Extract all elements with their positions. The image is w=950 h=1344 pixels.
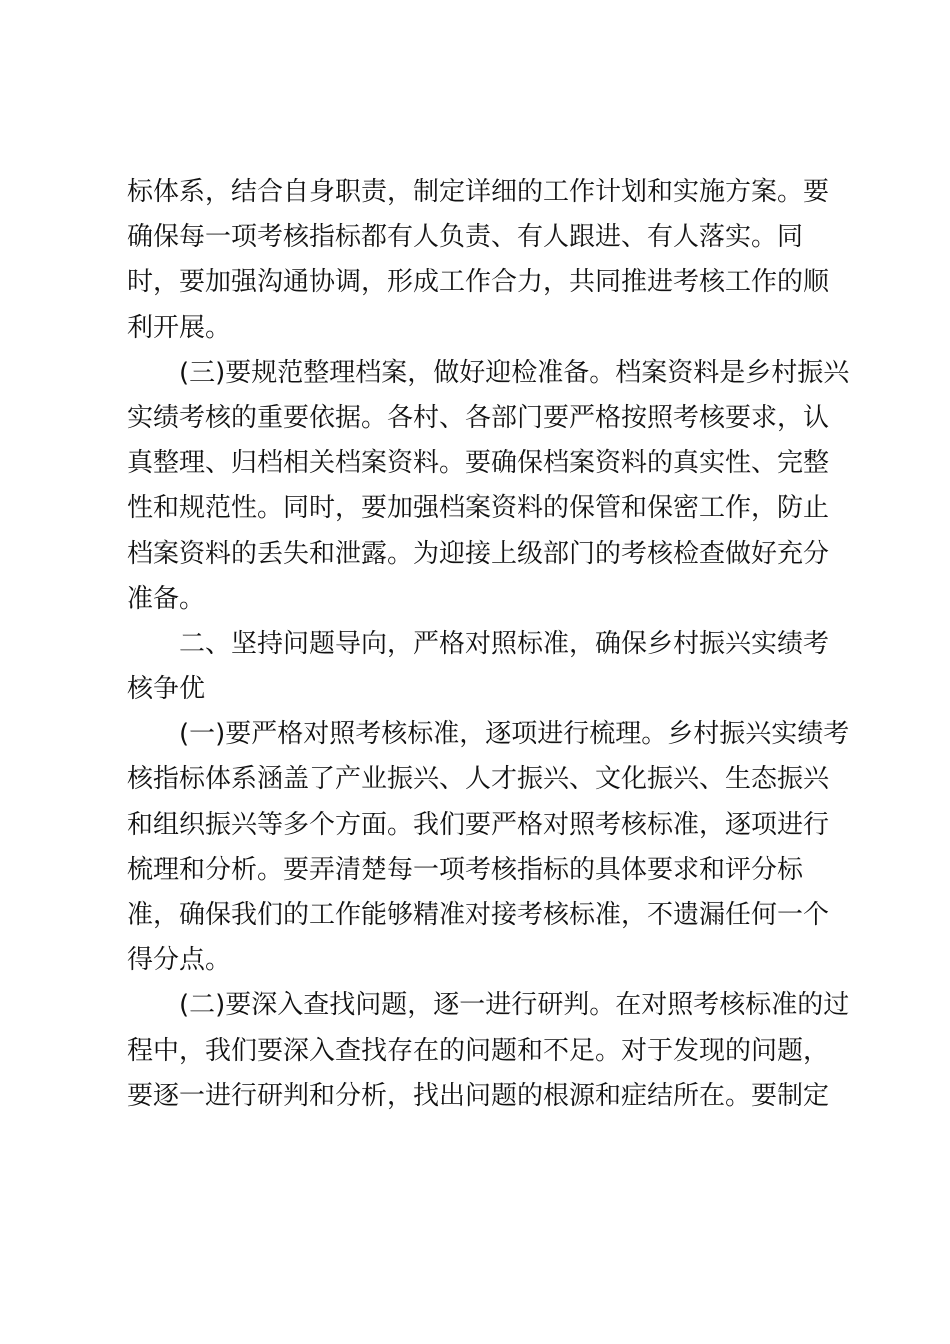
text-line: (二)要深入查找问题，逐一进行研判。在对照考核标准的过	[179, 990, 850, 1021]
text-line: (一)要严格对照考核标准，逐项进行梳理。乡村振兴实绩考	[179, 719, 850, 750]
text-line: 真整理、归档相关档案资料。要确保档案资料的真实性、完整	[127, 448, 830, 479]
text-line: 程中，我们要深入查找存在的问题和不足。对于发现的问题，	[127, 1035, 830, 1066]
text-line: 准，确保我们的工作能够精准对接考核标准，不遗漏任何一个	[127, 900, 830, 930]
text-line: 梳理和分析。要弄清楚每一项考核指标的具体要求和评分标	[127, 854, 804, 885]
text-line: 得分点。	[127, 945, 232, 976]
text-line: 核争优	[127, 674, 206, 705]
text-line: 二、坚持问题导向，严格对照标准，确保乡村振兴实绩考	[179, 628, 830, 659]
text-line: 和组织振兴等多个方面。我们要严格对照考核标准，逐项进行	[127, 809, 830, 840]
text-line: 时，要加强沟通协调，形成工作合力，共同推进考核工作的顺	[127, 267, 830, 298]
text-line: 实绩考核的重要依据。各村、各部门要严格按照考核要求，认	[127, 402, 830, 433]
text-line: 确保每一项考核指标都有人负责、有人跟进、有人落实。同	[127, 222, 804, 253]
text-line: 核指标体系涵盖了产业振兴、人才振兴、文化振兴、生态振兴	[127, 764, 830, 795]
text-line: 要逐一进行研判和分析，找出问题的根源和症结所在。要制定	[127, 1080, 830, 1111]
text-line: 档案资料的丢失和泄露。为迎接上级部门的考核检查做好充分	[127, 538, 830, 569]
text-line: 标体系，结合自身职责，制定详细的工作计划和实施方案。要	[127, 177, 830, 207]
text-line: 利开展。	[127, 312, 232, 343]
text-line: 性和规范性。同时，要加强档案资料的保管和保密工作，防止	[127, 493, 830, 524]
document-body	[127, 170, 850, 1119]
text-line: (三)要规范整理档案，做好迎检准备。档案资料是乡村振兴	[179, 357, 850, 388]
text-line: 准备。	[127, 583, 206, 614]
